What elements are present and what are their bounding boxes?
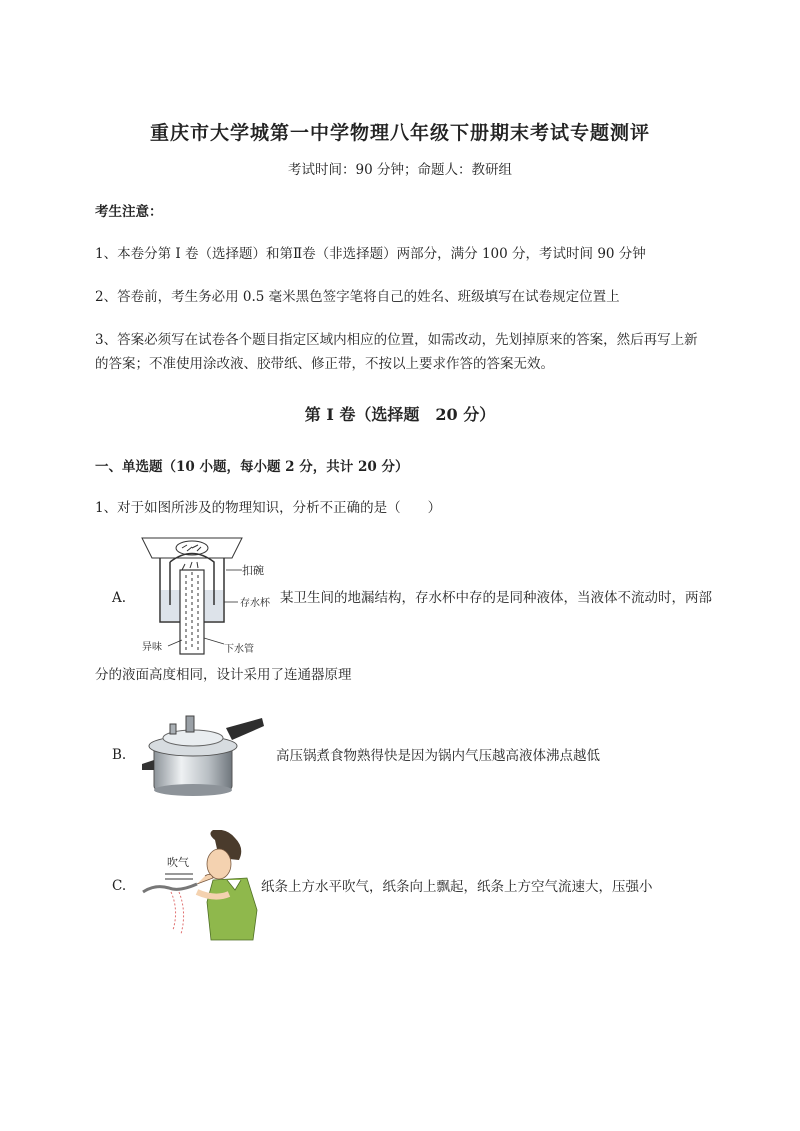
notice-item-1: 1、本卷分第 I 卷（选择题）和第Ⅱ卷（非选择题）两部分，满分 100 分，考试时间 90 分钟: [95, 246, 646, 262]
pressure-cooker-figure: [140, 706, 270, 798]
label-cover: 扣碗: [242, 564, 264, 577]
page-title: 重庆市大学城第一中学物理八年级下册期末考试专题测评: [149, 122, 650, 144]
notice-item-3: 3、答案必须写在试卷各个题目指定区域内相应的位置，如需改动，先划掉原来的答案，然后再写上新: [95, 332, 698, 348]
label-blow: 吹气: [167, 856, 189, 869]
option-c-letter: C.: [112, 878, 127, 894]
notice-item-2: 2、答卷前，考生务必用 0.5 毫米黑色签字笔将自己的姓名、班级填写在试卷规定位置上: [95, 289, 620, 305]
exam-info: 考试时间：90 分钟；命题人：教研组: [288, 162, 512, 178]
option-a-letter: A.: [112, 590, 127, 606]
option-a-text-cont: 分的液面高度相同，设计采用了连通器原理: [95, 667, 352, 683]
label-pipe: 下水管: [224, 644, 254, 655]
question-stem: 1、对于如图所涉及的物理知识，分析不正确的是（ ）: [95, 500, 442, 516]
notice-item-3-cont: 的答案；不准使用涂改液、胶带纸、修正带，不按以上要求作答的答案无效。: [95, 356, 554, 372]
label-cup: 存水杯: [240, 598, 270, 609]
option-a-text: 某卫生间的地漏结构，存水杯中存的是同种液体，当液体不流动时，两部: [280, 590, 712, 606]
section-title: 第 I 卷（选择题 20 分）: [304, 405, 496, 424]
blowing-paper-figure: [135, 830, 260, 945]
floor-drain-figure: [132, 530, 282, 655]
option-b-text: 高压锅煮食物熟得快是因为锅内气压越高液体沸点越低: [276, 748, 600, 764]
notice-heading: 考生注意：: [95, 204, 163, 220]
option-c-text: 纸条上方水平吹气，纸条向上飘起，纸条上方空气流速大，压强小: [261, 879, 653, 895]
part-heading: 一、单选题（10 小题，每小题 2 分，共计 20 分）: [95, 459, 409, 475]
label-odor: 异味: [142, 642, 162, 653]
option-b-letter: B.: [112, 747, 127, 763]
